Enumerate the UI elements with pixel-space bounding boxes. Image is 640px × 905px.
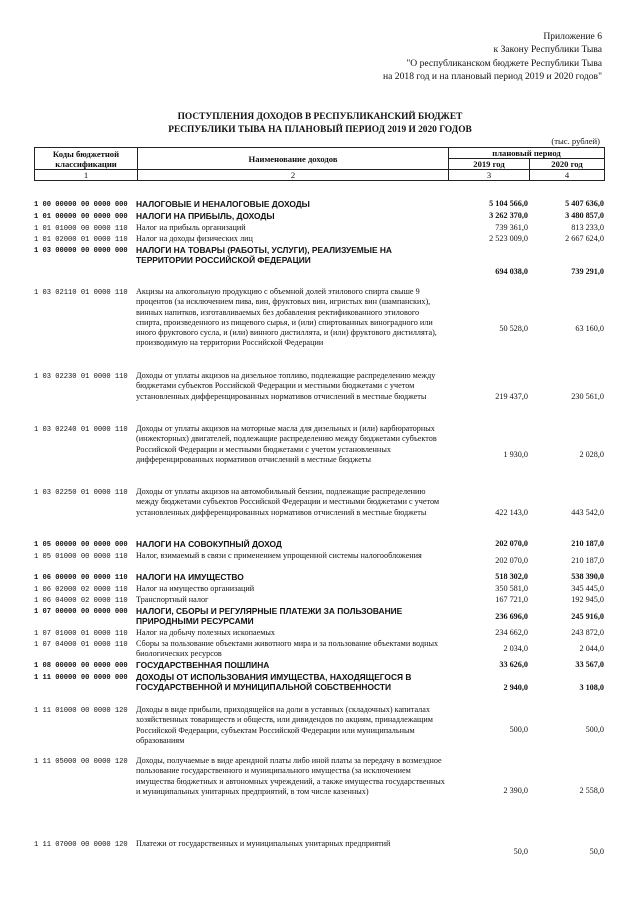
table-row (34, 584, 604, 595)
row-code: 1 06 02000 02 0000 110 (34, 586, 128, 594)
row-2019: 1 930,0 (503, 450, 528, 460)
row-2019: 202 070,0 (495, 539, 528, 548)
row-name: Доходы от уплаты акцизов на автомобильный бензин, подлежащие распределению между бюджетами субъектов Российской Федерации и местными бюджетами с учетом установленных дифференцированных нормативов отчислений в местные бюджеты (136, 487, 440, 517)
row-name: Транспортный налог (136, 595, 209, 604)
row-code: 1 07 04000 01 0000 110 (34, 641, 128, 649)
row-2020: 2 028,0 (579, 450, 604, 460)
table-row (34, 705, 604, 756)
row-code: 1 03 00000 00 0000 000 (34, 247, 128, 255)
row-name: Налог на имущество организаций (136, 584, 255, 593)
row-2019: 202 070,0 (495, 556, 528, 566)
table-row (34, 595, 604, 606)
table-row (34, 234, 604, 245)
row-2019: 50 528,0 (499, 323, 528, 333)
row-2020: 2 044,0 (579, 644, 604, 654)
row-2020: 538 390,0 (571, 572, 604, 581)
row-code: 1 00 00000 00 0000 000 (34, 201, 128, 209)
row-2019: 694 038,0 (495, 266, 528, 276)
row-2019: 236 696,0 (495, 611, 528, 621)
table-row (34, 628, 604, 639)
header-col-3: 3 (449, 170, 530, 181)
row-name: Налог, взимаемый в связи с применением упрощенной системы налогообложения (136, 551, 422, 560)
row-name: Доходы в виде прибыли, приходящейся на доли в уставных (складочных) капиталах хозяйственных товариществ и обществ, или дивидендов по акциям, принадлежащим Российской Федерации, субъектам Российской Федерации или муниципальным образованиям (136, 705, 433, 745)
row-2019: 3 262 370,0 (489, 211, 528, 220)
table-row (34, 245, 604, 277)
row-code: 1 01 02000 01 0000 110 (34, 236, 128, 244)
row-2019: 518 302,0 (495, 572, 528, 581)
table-row (34, 424, 604, 487)
row-2019: 2 523 009,0 (489, 234, 528, 243)
row-code: 1 03 02240 01 0000 110 (34, 426, 128, 434)
row-2019: 50,0 (513, 846, 528, 856)
row-2019: 350 581,0 (495, 584, 528, 593)
row-code: 1 11 05000 00 0000 120 (34, 758, 128, 766)
row-2020: 245 916,0 (571, 611, 604, 621)
table-row (34, 606, 604, 628)
row-code: 1 07 00000 00 0000 000 (34, 608, 128, 616)
row-2019: 2 940,0 (503, 683, 528, 693)
row-2020: 192 945,0 (571, 595, 604, 604)
row-2020: 50,0 (589, 846, 604, 856)
row-name: Доходы, получаемые в виде арендной платы либо иной платы за передачу в возмездное пользование государственного и муниципального имущества (за исключением имущества бюджетных и автономных учреждений, а также имущества государственных и муниципальных унитарных предприятий, в том числе казенных) (136, 756, 445, 796)
row-2020: 230 561,0 (571, 392, 604, 402)
table-row (34, 487, 604, 539)
table-row (34, 639, 604, 660)
header-col-4: 4 (530, 170, 605, 181)
row-2020: 2 558,0 (579, 785, 604, 795)
table-row (34, 223, 604, 234)
row-name: Налог на прибыль организаций (136, 223, 246, 232)
row-2020: 500,0 (585, 725, 604, 735)
header-2020: 2020 год (530, 159, 605, 170)
row-code: 1 05 01000 00 0000 110 (34, 553, 128, 561)
header-col-2: 2 (138, 170, 449, 181)
row-code: 1 11 00000 00 0000 000 (34, 674, 128, 682)
annex-line-4: на 2018 год и на плановый период 2019 и 2020 годов" (383, 70, 602, 82)
row-code: 1 11 07000 00 0000 120 (34, 841, 128, 849)
annex-line-1: Приложение 6 (543, 31, 602, 42)
row-2020: 210 187,0 (571, 539, 604, 548)
table-row (34, 839, 604, 857)
row-2019: 167 721,0 (495, 595, 528, 604)
header-name: Наименование доходов (138, 148, 449, 170)
table-row (34, 199, 604, 211)
row-name: Доходы от уплаты акцизов на моторные масла для дизельных и (или) карбюраторных (инжекторных) двигателей, подлежащие распределению между бюджетами субъектов Российской Федерации и местными бюджетами с учетом установленных дифференцированных нормативов отчислений в местные бюджеты (136, 424, 437, 464)
table-row (34, 371, 604, 424)
row-code: 1 11 01000 00 0000 120 (34, 707, 128, 715)
row-code: 1 01 01000 00 0000 110 (34, 225, 128, 233)
title-line-2: РЕСПУБЛИКИ ТЫВА НА ПЛАНОВЫЙ ПЕРИОД 2019 И 2020 ГОДОВ (168, 124, 472, 135)
row-name: НАЛОГИ НА СОВОКУПНЫЙ ДОХОД (136, 539, 282, 549)
row-2020: 2 667 624,0 (565, 234, 604, 243)
row-name: Платежи от государственных и муниципальных унитарных предприятий (136, 839, 391, 848)
row-2019: 500,0 (509, 725, 528, 735)
header-period: плановый период (449, 148, 605, 159)
row-2020: 443 542,0 (571, 507, 604, 517)
row-code: 1 07 01000 01 0000 110 (34, 630, 128, 638)
row-2019: 422 143,0 (495, 507, 528, 517)
row-code: 1 08 00000 00 0000 000 (34, 662, 128, 670)
row-name: ДОХОДЫ ОТ ИСПОЛЬЗОВАНИЯ ИМУЩЕСТВА, НАХОДЯЩЕГОСЯ В ГОСУДАРСТВЕННОЙ И МУНИЦИПАЛЬНОЙ СОБСТВЕННОСТИ (136, 672, 412, 693)
header-2019: 2019 год (449, 159, 530, 170)
row-2020: 813 233,0 (571, 223, 604, 232)
table-header (34, 147, 605, 181)
row-2020: 739 291,0 (571, 266, 604, 276)
row-2020: 243 872,0 (571, 628, 604, 637)
row-code: 1 06 00000 00 0000 110 (34, 574, 128, 582)
row-code: 1 03 02250 01 0000 110 (34, 489, 128, 497)
row-2020: 345 445,0 (571, 584, 604, 593)
row-2019: 234 662,0 (495, 628, 528, 637)
row-name: Акцизы на алкогольную продукцию с объемной долей этилового спирта свыше 9 процентов (за исключением пива, вин, фруктовых вин, игристых вин (шампанских), винных напитков, изготавливаемых без добавления ректификованного этилового спирта, произведенного из пищевого сырья, и (или) спиртованных виноградного или иного фруктового сусла, и (или) винного дистиллята, и (или) фруктового дистиллята), производимую на территории Российской Федерации (136, 287, 437, 348)
row-2020: 63 160,0 (575, 323, 604, 333)
row-name: Сборы за пользование объектами животного мира и за пользование объектами водных биологических ресурсов (136, 639, 439, 659)
table-row (34, 756, 604, 826)
table-row (34, 287, 604, 371)
row-2019: 219 437,0 (495, 392, 528, 402)
table-row (34, 539, 604, 551)
header-col-1: 1 (35, 170, 138, 181)
annex-line-3: "О республиканском бюджете Республики Тыва (406, 57, 602, 69)
row-2020: 33 567,0 (575, 660, 604, 669)
revenue-rows (34, 199, 604, 857)
row-code: 1 03 02110 01 0000 110 (34, 289, 128, 297)
row-code: 1 05 00000 00 0000 000 (34, 541, 128, 549)
row-code: 1 06 04000 02 0000 110 (34, 597, 128, 605)
document-title (40, 111, 600, 137)
table-row (34, 551, 604, 572)
title-line-1: ПОСТУПЛЕНИЯ ДОХОДОВ В РЕСПУБЛИКАНСКИЙ БЮДЖЕТ (177, 112, 463, 122)
row-name: НАЛОГИ НА ИМУЩЕСТВО (136, 572, 244, 582)
row-name: НАЛОГИ НА ТОВАРЫ (РАБОТЫ, УСЛУГИ), РЕАЛИЗУЕМЫЕ НА ТЕРРИТОРИИ РОССИЙСКОЙ ФЕДЕРАЦИИ (136, 245, 392, 266)
row-2020: 5 407 636,0 (565, 199, 604, 208)
row-code: 1 01 00000 00 0000 000 (34, 213, 128, 221)
row-2020: 3 480 857,0 (565, 211, 604, 220)
row-name: Налог на добычу полезных ископаемых (136, 628, 275, 637)
row-2019: 5 104 566,0 (489, 199, 528, 208)
row-code: 1 03 02230 01 0000 110 (34, 373, 128, 381)
table-row (34, 211, 604, 223)
row-name: НАЛОГИ, СБОРЫ И РЕГУЛЯРНЫЕ ПЛАТЕЖИ ЗА ПОЛЬЗОВАНИЕ ПРИРОДНЫМИ РЕСУРСАМИ (136, 606, 403, 627)
row-2019: 2 390,0 (503, 785, 528, 795)
row-2020: 210 187,0 (571, 556, 604, 566)
annex-header (282, 30, 602, 83)
row-2019: 33 626,0 (499, 660, 528, 669)
row-2020: 3 108,0 (579, 683, 604, 693)
row-name: ГОСУДАРСТВЕННАЯ ПОШЛИНА (136, 660, 270, 670)
row-2019: 2 034,0 (503, 644, 528, 654)
row-name: Доходы от уплаты акцизов на дизельное топливо, подлежащие распределению между бюджетами субъектов Российской Федерации и местными бюджетами с учетом установленных дифференцированных нормативов отчислений в местные бюджеты (136, 371, 436, 401)
row-name: НАЛОГИ НА ПРИБЫЛЬ, ДОХОДЫ (136, 211, 275, 221)
unit-label: (тыс. рублей) (551, 136, 600, 146)
row-2019: 739 361,0 (495, 223, 528, 232)
table-row (34, 572, 604, 584)
table-row (34, 672, 604, 705)
annex-line-2: к Закону Республики Тыва (493, 44, 602, 56)
header-codes: Коды бюджетной классификации (35, 148, 138, 170)
row-name: Налог на доходы физических лиц (136, 234, 253, 243)
row-name: НАЛОГОВЫЕ И НЕНАЛОГОВЫЕ ДОХОДЫ (136, 199, 310, 209)
table-row (34, 660, 604, 672)
